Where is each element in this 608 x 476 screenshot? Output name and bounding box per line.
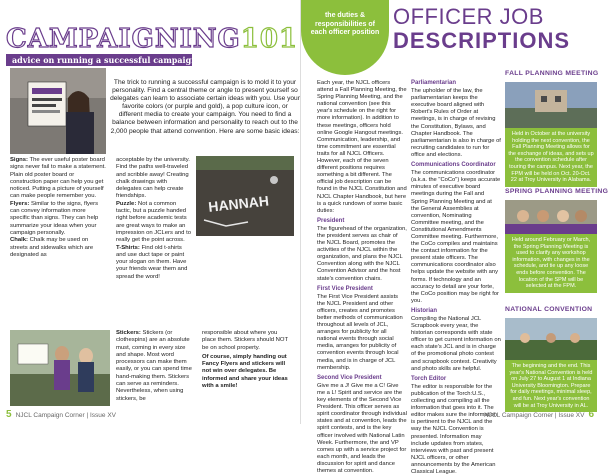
fall-meeting-caption: Held in October at the university holding the next convention, the Fall Planning Meeting allows for the exchange of ideas, and sets up the convention schedule after touring the campus. Next year, the FPM will be held on Oct. 20-Oct. 22 at Troy University in Alabama. — [505, 128, 597, 187]
spring-meeting-head: SPRING PLANNING MEETING — [505, 188, 608, 195]
photo-fall-meeting — [505, 82, 597, 128]
col1-text — [10, 157, 106, 259]
parliamentarian-head: Parliamentarian — [411, 80, 457, 86]
national-convention-head: NATIONAL CONVENTION — [505, 306, 593, 313]
stickers-para — [116, 330, 192, 403]
president-head: President — [317, 217, 345, 224]
coco-text: The communications coordinator (a.k.a. the "CoCo") keeps accurate minutes of executive board meetings during the Fall and Spring Planning Meeting and at the General Assemblies at convention, Nominating Committee meeting, and the Constitutional Amendments Committee meeting. Furthermore, the CoCo compiles and maintains the contact information for the present state officers. The communications coordinator also helps update the website with any forms. If technology and an accuracy to detail are your forte, the CoCo position may be right for you. — [411, 170, 501, 304]
photo-chalk-drawing — [196, 156, 294, 236]
photo-students — [10, 330, 110, 406]
right-footer-text: NJCL Campaign Corner | Issue XV — [484, 412, 585, 419]
flyers-term: Flyers: — [10, 200, 30, 207]
title-number: 101 — [240, 24, 299, 54]
photo-spring-meeting — [505, 200, 597, 234]
photo-campaign-poster — [10, 68, 106, 154]
president-text: The figurehead of the organization, the president serves as chair of the NJCL Board, promotes the activities of the NJCL within the organization, and plans the NJCL Convention along with the NJCL Convention Advisor and the host state's convention chairs. — [317, 225, 407, 282]
puzzle-para — [116, 201, 192, 245]
title-line1: OFFICER JOB — [393, 4, 544, 29]
closing-advice — [202, 354, 292, 390]
torch-editor-text: The editor is responsible for the publication of the Torch:U.S., collecting and compiling all the information that goes into it. The editor makes sure the information is pertinent to the NJCL and the way the NJCL Convention is presented. Information may include updates from states, interviews with past and present NJCL officers, or other announcements by the American Classical League. — [411, 383, 498, 475]
spring-meeting-caption: Held around February or March, the Spring Planning Meeting is used to clarify any workshop information, with changes in the schedule, and tie up any loose ends before convention. The location of the SPM will be selected at the FPM. — [505, 234, 597, 293]
title-word: CAMPAIGNING — [6, 24, 241, 54]
coco-head: Communications Coordinator — [411, 162, 496, 169]
chalk-cont: acceptable by the university. Find the paths well-traveled and scribble away! Creating chalk drawings with delegates can help create friendships. — [116, 157, 190, 200]
historian-head: Historian — [411, 307, 438, 314]
col4-text — [202, 330, 292, 390]
photo-national-convention — [505, 318, 597, 360]
second-vp-head: Second Vice President — [317, 374, 382, 381]
officer-title — [393, 6, 570, 52]
right-page-number: 6 — [588, 409, 594, 420]
stickers-cont: responsible about where you place them. Stickers should NOT be on school property. — [202, 330, 288, 351]
puzzle-text: Not a common tactic, but a puzzle handed right before academic tests are great ways to make an impression on JCLers and to really get the point across. — [116, 200, 191, 244]
tshirts-term: T-Shirts: — [116, 244, 140, 251]
fall-meeting-head: FALL PLANNING MEETING — [505, 70, 599, 77]
second-vp-text: Give me a J! Give me a C! Give me a L! Spirit and service are the key elements of the Second Vice President. This officer serves as spirit coordinator through individual states and at convention, leads the spirit contests, and is the key officer involved with National Latin Week. Furthermore, the and VP comes up with a service project for each month, and leads the discussion for spirit and dance themes at convention. — [317, 382, 407, 474]
stickers-text: Stickers (or clothespins) are an absolute must, coming in every size and shape. Most word processors can make them easily, or you can spend time hand-making them. Stickers can serve as reminders. Nevertheless, when using stickers, be — [116, 330, 192, 402]
signs-para — [10, 157, 106, 201]
left-footer — [6, 409, 116, 420]
col3-text — [116, 330, 192, 403]
left-page-number: 5 — [6, 409, 12, 420]
title-line2: DESCRIPTIONS — [393, 28, 571, 53]
chalk-term: Chalk: — [10, 237, 29, 244]
duties-circle: the duties & responsibilities of each officer position — [301, 0, 389, 75]
campaigning-title — [6, 24, 298, 54]
right-footer — [484, 409, 594, 420]
flyers-text: Similar to the signs, flyers can convey information more specific than signs. They can help summarize your ideas when your campaign personally. — [10, 200, 99, 236]
torch-editor-head: Torch Editor — [411, 375, 447, 382]
parliamentarian-text: The upholder of the law, the parliamentarian keeps the executive board aligned with Robert's Rules of Order at meetings, is in charge of revising the Constitution, Bylaws, and Chapter Handbook. The parliamentarian is also in charge of recruiting candidates to run for office and elections. — [411, 88, 501, 158]
right-page — [300, 0, 608, 475]
chalk-para — [10, 237, 106, 259]
chalk-banner-text: HANNAH — [207, 192, 270, 215]
left-footer-text: NJCL Campaign Corner | Issue XV — [15, 412, 116, 419]
tshirts-text: Find old t-shirts and use duct tape or paint your slogan on them. Have your friends wear them and spread the word! — [116, 244, 188, 280]
first-vp-text: The First Vice President assists the NJCL President and other officers, creates and promotes better methods of communication throughout all levels of JCL, arranges for publicity for all national events through social media, arranges for publicity of convention events through local media, and is in charge of JCL membership. — [317, 293, 403, 371]
chalk-text: Chalk may be used on streets and sidewalks which are designated as — [10, 237, 94, 258]
first-vp-head: First Vice President — [317, 285, 373, 292]
historian-text: Compiling the National JCL Scrapbook every year, the historian corresponds with state officer to get current information on each state's JCL and is in charge of the promotional photo contest and scrapbook contest. Creativity and photo skills are helpful. — [411, 316, 501, 372]
col2-text — [116, 157, 192, 281]
stickers-term: Stickers: — [116, 330, 141, 336]
national-convention-caption: The beginning and the end. This year's National Convention is held on July 27 to August 1 at Indiana University Bloomington. Prepare for daily meetings, minimal sleep, and fun. Next year's convention will be at Troy University in AL. — [505, 360, 597, 412]
intro-paragraph: The trick to running a successful campaign is to mold it to your personality. Find a central theme or angle to present yourself so delegates can learn to associate certain ideas with you. Use your favorite colors (or purple and gold), a pop culture icon, or different media to create your campaign. You need to find a balance between information and personality to reach out to the 2,000 people that attend convention. Here are some basic ideas: — [110, 79, 300, 135]
tshirts-para — [116, 245, 192, 281]
flyers-para — [10, 201, 106, 237]
closing-advice-bold: Of course, simply handing out Fancy Flyers and stickers will not win over delegates. Be informed and share your ideas with a smile! — [202, 353, 288, 390]
left-page — [0, 0, 300, 424]
officer-col1 — [317, 80, 407, 475]
signs-text: The ever useful poster board signs never fail to make a statement. Plain old poster board or construction paper can help you get noticed. Putting a picture of yourself can make people remember you. — [10, 157, 106, 200]
signs-term: Signs: — [10, 157, 28, 163]
subtitle-banner: advice on running a successful campaign — [6, 54, 192, 66]
officer-intro: Each year, the NJCL officers attend a Fall Planning Meeting, the Spring Planning Meeting, and the national convention (see this year's schedule on the right for more information). In addition to these meetings, officers hold online Google Hangout meetings. Communication, leadership, and time commitment are essential traits for all NJCL Officers. However, each of the seven different positions requires something a bit different. The official job description can be found in the NJCL Constitution and NJCL Chapter Handbook, but here is a quick rundown of some basic duties: — [317, 80, 407, 214]
puzzle-term: Puzzle: — [116, 200, 137, 207]
